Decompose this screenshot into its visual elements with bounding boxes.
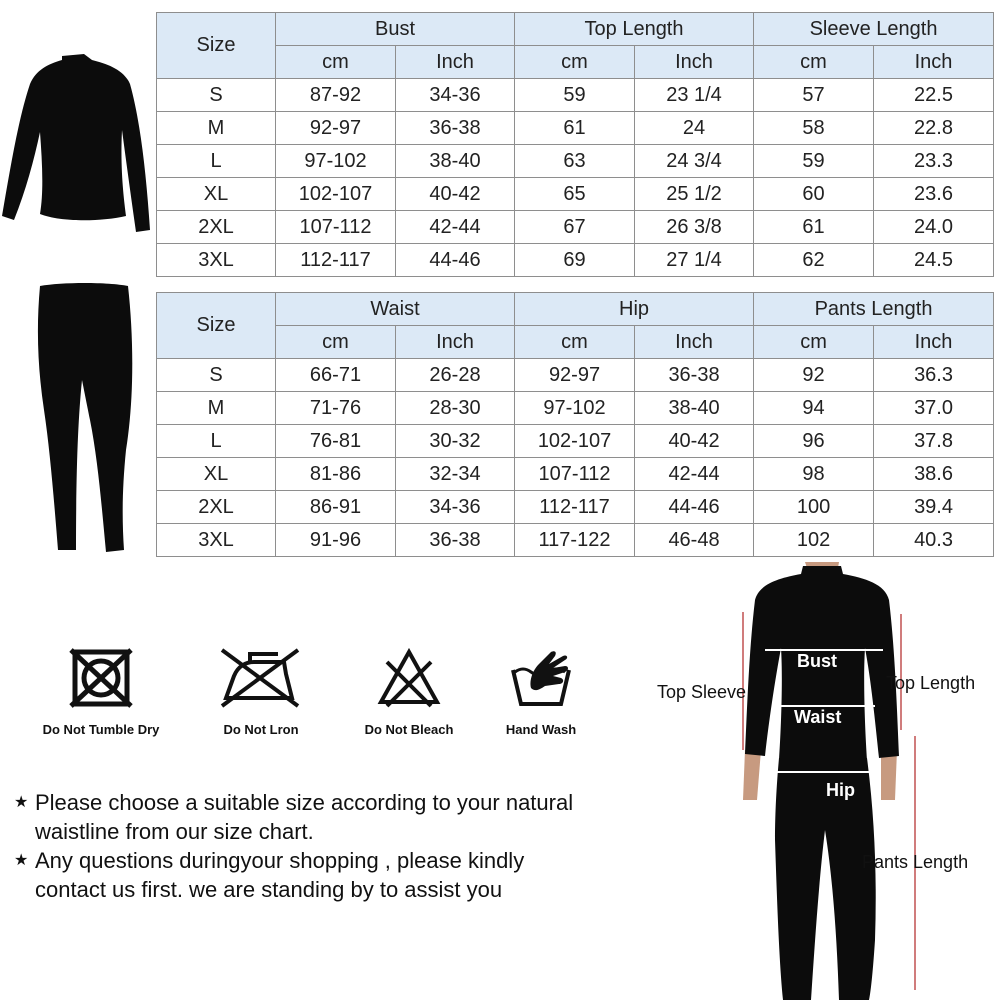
value-cell: 46-48 (635, 524, 754, 557)
note-line: contact us first. we are standing by to assist you (35, 877, 503, 902)
do-not-iron-icon (220, 648, 302, 708)
do-not-tumble-dry-icon (69, 648, 133, 708)
value-cell: 37.8 (874, 425, 994, 458)
top-size-table (156, 12, 994, 277)
size-cell: S (157, 79, 276, 112)
value-cell: 27 1/4 (635, 244, 754, 277)
waist-label: Waist (794, 707, 842, 727)
value-cell: 63 (515, 145, 635, 178)
value-cell: 61 (754, 211, 874, 244)
care-label: Do Not Lron (223, 722, 299, 737)
pants-table-body (157, 359, 994, 557)
table-row (157, 178, 994, 211)
value-cell: 57 (754, 79, 874, 112)
do-not-bleach-icon (377, 648, 441, 708)
value-cell: 23.6 (874, 178, 994, 211)
pants-length-header: Pants Length (754, 293, 994, 326)
value-cell: 39.4 (874, 491, 994, 524)
unit-header: cm (276, 46, 396, 79)
value-cell: 23.3 (874, 145, 994, 178)
value-cell: 37.0 (874, 392, 994, 425)
star-icon: ★ (14, 794, 29, 811)
table-row (157, 112, 994, 145)
care-hand-wash (466, 648, 616, 737)
size-cell: XL (157, 178, 276, 211)
value-cell: 112-117 (276, 244, 396, 277)
value-cell: 38-40 (635, 392, 754, 425)
value-cell: 102-107 (515, 425, 635, 458)
waist-header: Waist (276, 293, 515, 326)
top-table-body (157, 79, 994, 277)
unit-header: Inch (396, 326, 515, 359)
size-cell: 3XL (157, 244, 276, 277)
unit-header: cm (515, 326, 635, 359)
unit-header: Inch (635, 46, 754, 79)
value-cell: 76-81 (276, 425, 396, 458)
note-line: Please choose a suitable size according to your natural (35, 790, 574, 815)
table-row (157, 392, 994, 425)
value-cell: 97-102 (515, 392, 635, 425)
value-cell: 65 (515, 178, 635, 211)
leggings-image (32, 280, 138, 555)
hip-label: Hip (826, 780, 855, 800)
note-line: Any questions duringyour shopping , please kindly (35, 848, 525, 873)
size-cell: 2XL (157, 491, 276, 524)
value-cell: 36-38 (396, 524, 515, 557)
value-cell: 42-44 (635, 458, 754, 491)
unit-header: Inch (874, 46, 994, 79)
unit-header: Inch (635, 326, 754, 359)
value-cell: 94 (754, 392, 874, 425)
size-cell: S (157, 359, 276, 392)
value-cell: 97-102 (276, 145, 396, 178)
value-cell: 42-44 (396, 211, 515, 244)
value-cell: 32-34 (396, 458, 515, 491)
value-cell: 92-97 (276, 112, 396, 145)
size-cell: 2XL (157, 211, 276, 244)
sleeve-length-header: Sleeve Length (754, 13, 994, 46)
value-cell: 66-71 (276, 359, 396, 392)
unit-header: cm (754, 326, 874, 359)
top-sleeve-label: Top Sleeve (657, 682, 747, 702)
table-unit-row (157, 46, 994, 79)
value-cell: 107-112 (276, 211, 396, 244)
value-cell: 61 (515, 112, 635, 145)
hand-wash-icon (509, 648, 573, 708)
size-header: Size (157, 293, 276, 359)
value-cell: 34-36 (396, 79, 515, 112)
size-cell: L (157, 145, 276, 178)
value-cell: 44-46 (396, 244, 515, 277)
top-length-header: Top Length (515, 13, 754, 46)
value-cell: 24 (635, 112, 754, 145)
table-header-row (157, 293, 994, 326)
top-length-label: Top Length (886, 673, 976, 693)
value-cell: 67 (515, 211, 635, 244)
note-size-advice (14, 788, 634, 846)
value-cell: 26 3/8 (635, 211, 754, 244)
bust-header: Bust (276, 13, 515, 46)
value-cell: 38.6 (874, 458, 994, 491)
value-cell: 91-96 (276, 524, 396, 557)
value-cell: 34-36 (396, 491, 515, 524)
value-cell: 112-117 (515, 491, 635, 524)
value-cell: 117-122 (515, 524, 635, 557)
value-cell: 100 (754, 491, 874, 524)
note-contact (14, 846, 634, 904)
value-cell: 23 1/4 (635, 79, 754, 112)
unit-header: Inch (874, 326, 994, 359)
size-cell: XL (157, 458, 276, 491)
size-cell: L (157, 425, 276, 458)
unit-header: Inch (396, 46, 515, 79)
value-cell: 59 (515, 79, 635, 112)
table-header-row (157, 13, 994, 46)
value-cell: 40-42 (396, 178, 515, 211)
value-cell: 98 (754, 458, 874, 491)
value-cell: 59 (754, 145, 874, 178)
value-cell: 28-30 (396, 392, 515, 425)
size-header: Size (157, 13, 276, 79)
table-row (157, 458, 994, 491)
value-cell: 36.3 (874, 359, 994, 392)
value-cell: 44-46 (635, 491, 754, 524)
value-cell: 71-76 (276, 392, 396, 425)
table-row (157, 145, 994, 178)
care-do-not-bleach (334, 648, 484, 737)
table-row (157, 491, 994, 524)
value-cell: 102-107 (276, 178, 396, 211)
value-cell: 69 (515, 244, 635, 277)
value-cell: 92-97 (515, 359, 635, 392)
value-cell: 30-32 (396, 425, 515, 458)
value-cell: 38-40 (396, 145, 515, 178)
value-cell: 36-38 (635, 359, 754, 392)
value-cell: 24.0 (874, 211, 994, 244)
value-cell: 86-91 (276, 491, 396, 524)
unit-header: cm (754, 46, 874, 79)
pants-length-label: Pants Length (862, 852, 969, 872)
care-do-not-tumble-dry (26, 648, 176, 737)
notes (14, 788, 634, 904)
care-label: Do Not Tumble Dry (42, 722, 160, 737)
value-cell: 22.5 (874, 79, 994, 112)
bust-label: Bust (797, 651, 837, 671)
size-cell: M (157, 112, 276, 145)
size-cell: 3XL (157, 524, 276, 557)
value-cell: 24.5 (874, 244, 994, 277)
value-cell: 81-86 (276, 458, 396, 491)
value-cell: 40.3 (874, 524, 994, 557)
unit-header: cm (276, 326, 396, 359)
value-cell: 24 3/4 (635, 145, 754, 178)
table-row (157, 524, 994, 557)
value-cell: 26-28 (396, 359, 515, 392)
table-row (157, 359, 994, 392)
hip-header: Hip (515, 293, 754, 326)
care-do-not-iron (186, 648, 336, 737)
table-row (157, 211, 994, 244)
value-cell: 102 (754, 524, 874, 557)
value-cell: 58 (754, 112, 874, 145)
value-cell: 25 1/2 (635, 178, 754, 211)
value-cell: 87-92 (276, 79, 396, 112)
value-cell: 107-112 (515, 458, 635, 491)
value-cell: 62 (754, 244, 874, 277)
size-cell: M (157, 392, 276, 425)
value-cell: 22.8 (874, 112, 994, 145)
value-cell: 60 (754, 178, 874, 211)
value-cell: 96 (754, 425, 874, 458)
long-sleeve-top-image (0, 50, 154, 240)
care-label: Do Not Bleach (364, 722, 454, 737)
table-unit-row (157, 326, 994, 359)
pants-size-table (156, 292, 994, 557)
table-row (157, 79, 994, 112)
value-cell: 40-42 (635, 425, 754, 458)
value-cell: 92 (754, 359, 874, 392)
table-row (157, 244, 994, 277)
care-label: Hand Wash (505, 722, 577, 737)
star-icon: ★ (14, 852, 29, 869)
table-row (157, 425, 994, 458)
note-line: waistline from our size chart. (35, 819, 314, 844)
model-image (725, 560, 925, 1000)
unit-header: cm (515, 46, 635, 79)
value-cell: 36-38 (396, 112, 515, 145)
